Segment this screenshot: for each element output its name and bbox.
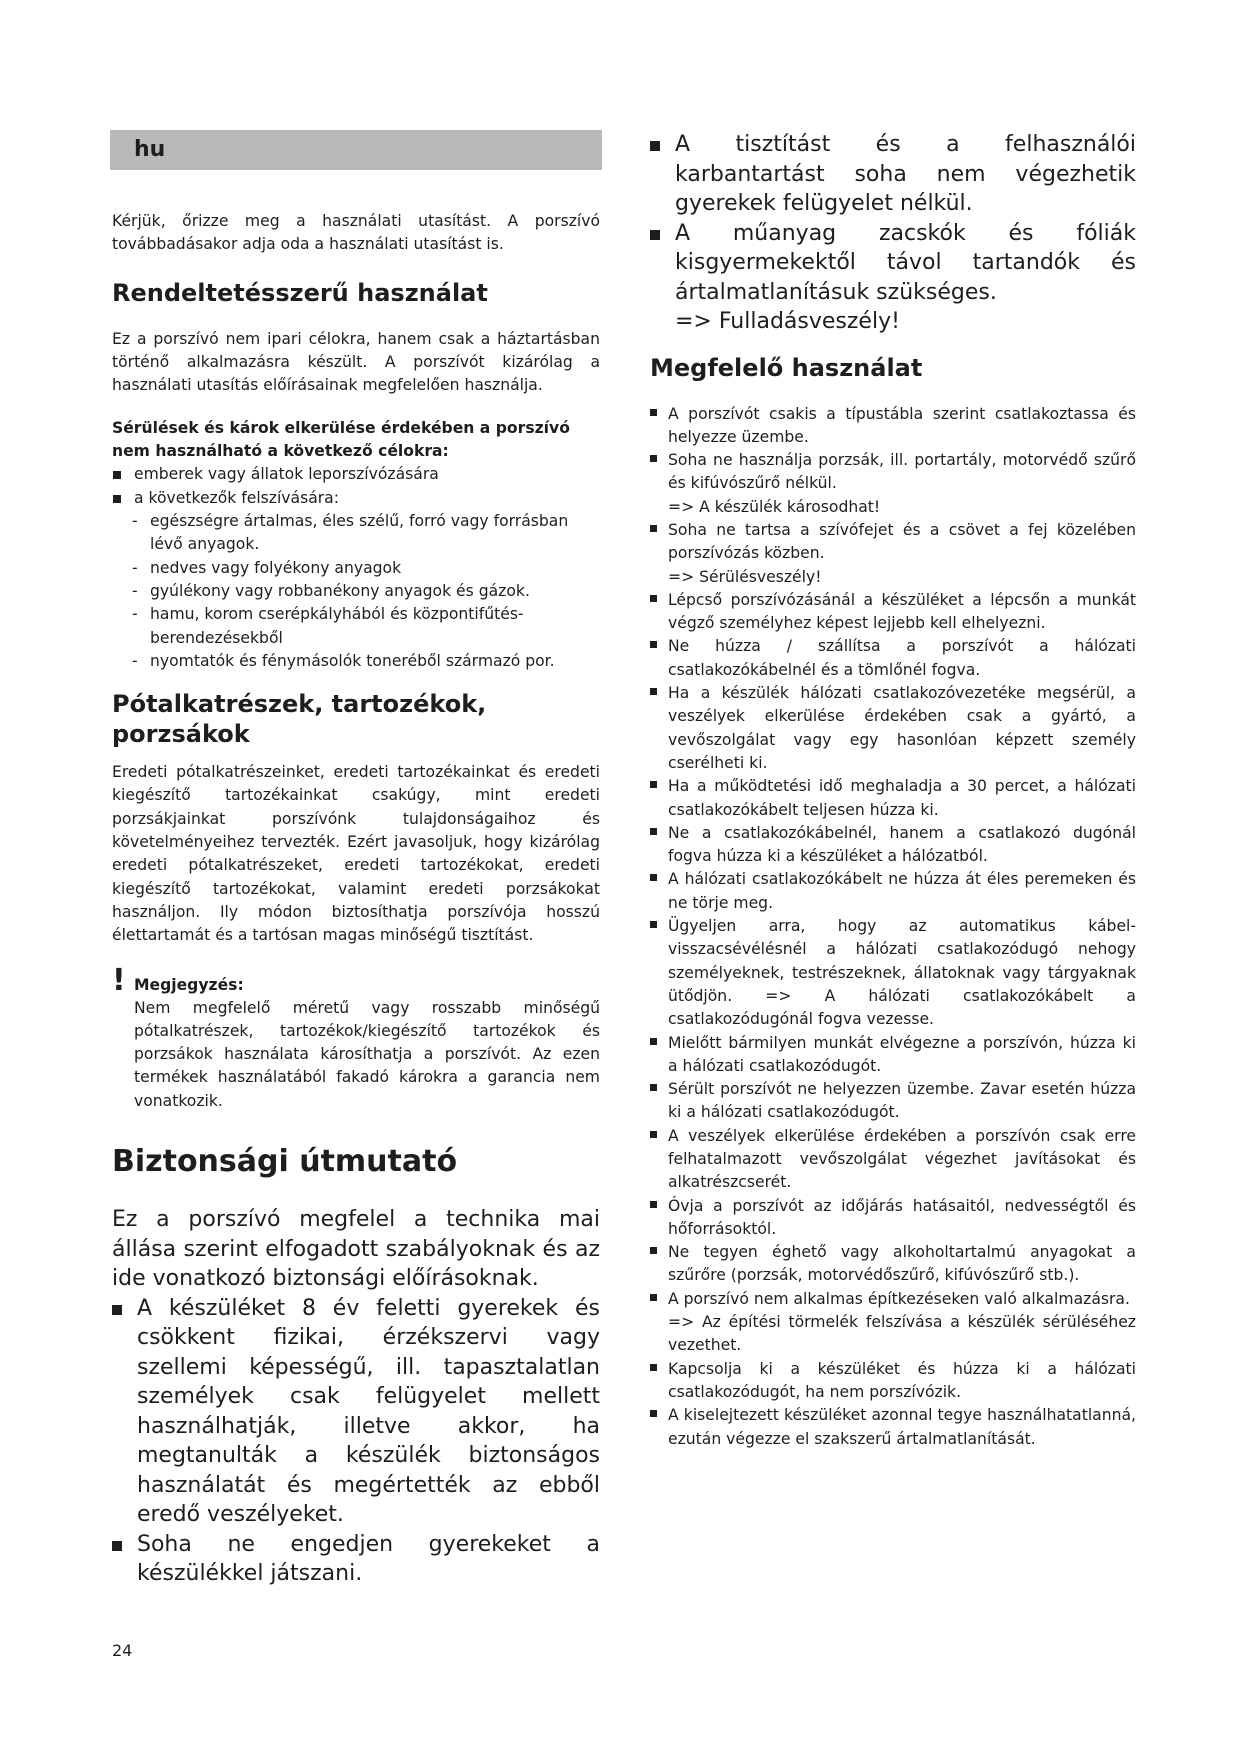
- list-item: Kapcsolja ki a készüléket és húzza ki a hálózati csatlakozódugót, ha nem porszívózik.: [650, 1358, 1136, 1405]
- list-item: Soha ne használja porzsák, ill. portartály, motorvédő szűrő és kifúvószűrő nélkül. => A készülék károsodhat!: [650, 449, 1136, 519]
- warning-text: => Az építési törmelék felszívása a készülék sérüléséhez vezethet.: [668, 1313, 1136, 1355]
- intro-text: Kérjük, őrizze meg a használati utasítást. A porszívó továbbadásakor adja oda a használati utasítást is.: [112, 212, 600, 254]
- list-item: Ha a készülék hálózati csatlakozóvezetéke megsérül, a veszélyek elkerülése érdekében csak a gyártó, a vevőszolgálat vagy egy hasonlóan képzett személy cserélheti ki.: [650, 682, 1136, 775]
- damage-list: [112, 463, 600, 673]
- safety-intro: Ez a porszívó megfelel a technika mai állása szerint elfogadott szabályoknak és az ide vonatkozó biztonsági előírásoknak.: [112, 1207, 600, 1292]
- list-item: Ügyeljen arra, hogy az automatikus kábel-visszacsévélésnél a hálózati csatlakozódugó nehogy személyeknek, testrészeknek, állatoknak vagy tárgyaknak ütődjön. => A hálózati csatlakozókábelt a csatlakozódugónál fogva vezesse.: [650, 915, 1136, 1031]
- list-item: Ne húzza / szállítsa a porszívót a hálózati csatlakozókábelnél és a tömlőnél fogva.: [650, 635, 1136, 682]
- list-item: A készüléket 8 év feletti gyerekek és csökkent fizikai, érzékszervi vagy szellemi képességű, ill. tapasztalatlan személyek csak felügyelet mellett használhatják, illetve akkor, ha megtanulták a készülék biztonságos használatát és megértették az ebből eredő veszélyeket.: [112, 1294, 600, 1530]
- list-item: Ne tegyen éghető vagy alkoholtartalmú anyagokat a szűrőre (porzsák, motorvédőszűrő, kifúvószűrő stb.).: [650, 1241, 1136, 1288]
- list-item: Ha a működtetési idő meghaladja a 30 percet, a hálózati csatlakozókábelt teljesen húzza ki.: [650, 775, 1136, 822]
- safety-heading: Biztonsági útmutató: [112, 1144, 458, 1180]
- proper-use-list: [650, 403, 1136, 1451]
- list-item: - nedves vagy folyékony anyagok: [112, 557, 600, 580]
- list-item: Soha ne tartsa a szívófejet és a csövet a fej közelében porszívózás közben. => Sérülésveszély!: [650, 519, 1136, 589]
- note-label: Megjegyzés:: [134, 975, 244, 994]
- list-item: Soha ne engedjen gyerekeket a készülékkel játszani.: [112, 1530, 600, 1589]
- list-item: A porszívót csakis a típustábla szerint csatlakoztassa és helyezze üzembe.: [650, 403, 1136, 450]
- list-item: A veszélyek elkerülése érdekében a porszívón csak erre felhatalmazott vevőszolgálat végezhet javításokat és alkatrészcserét.: [650, 1125, 1136, 1195]
- list-item: Lépcső porszívózásánál a készüléket a lépcsőn a munkát végző személyhez képest lejjebb kell elhelyezni.: [650, 589, 1136, 636]
- spare-parts-heading: Pótalkatrészek, tartozékok, porzsákok: [112, 690, 487, 749]
- proper-use-heading: Megfelelő használat: [650, 353, 923, 382]
- list-item: - hamu, korom cserépkályhából és központifűtés-berendezésekből: [112, 603, 600, 650]
- language-code: hu: [134, 137, 166, 162]
- list-item: Mielőtt bármilyen munkát elvégezne a porszívón, húzza ki a hálózati csatlakozódugót.: [650, 1032, 1136, 1079]
- list-item: - egészségre ártalmas, éles szélű, forró vagy forrásban lévő anyagok.: [112, 510, 600, 557]
- safety-list-right: [650, 130, 1136, 337]
- note-block: [112, 962, 600, 1113]
- list-item: A kiselejtezett készüléket azonnal tegye használhatatlanná, ezután végezze el szakszerű ártalmatlanítását.: [650, 1404, 1136, 1451]
- list-item: Ne a csatlakozókábelnél, hanem a csatlakozó dugónál fogva húzza ki a készüléket a hálózatból.: [650, 822, 1136, 869]
- note-text: Nem megfelelő méretű vagy rosszabb minőségű pótalkatrészek, tartozékok/kiegészítő tartozékok és porzsákok használata károsíthatja a porszívót. Az ezen termékek használatából fakadó károkra a garancia nem vonatkozik.: [134, 998, 600, 1110]
- warning-text: => Fulladásveszély!: [675, 309, 900, 334]
- list-item: Sérült porszívót ne helyezzen üzembe. Zavar esetén húzza ki a hálózati csatlakozódugót.: [650, 1078, 1136, 1125]
- damage-sublist: [112, 510, 600, 673]
- list-item: A műanyag zacskók és fóliák kisgyermekektől távol tartandók és ártalmatlanításuk szükséges. => Fulladásveszély!: [650, 219, 1136, 337]
- safety-list-left: [112, 1294, 600, 1589]
- list-item: A porszívó nem alkalmas építkezéseken való alkalmazásra. => Az építési törmelék felszívása a készülék sérüléséhez vezethet.: [650, 1288, 1136, 1358]
- list-item: Óvja a porszívót az időjárás hatásaitól, nedvességtől és hőforrásoktól.: [650, 1195, 1136, 1242]
- list-item: a következők felszívására: - egészségre ártalmas, éles szélű, forró vagy forrásban lévő anyagok. - nedves vagy folyékony anyagok - gyúlékony vagy robbanékony anyagok és gázok. - hamu, korom cserépkályhából és központifűtés-berendezésekből - nyomtatók és fénymásolók toneréből származó por.: [112, 487, 600, 673]
- list-item: - nyomtatók és fénymásolók toneréből származó por.: [112, 650, 600, 673]
- spare-parts-text: Eredeti pótalkatrészeinket, eredeti tartozékainkat és eredeti kiegészítő tartozékainkat csakúgy, mint eredeti porzsákjainkat porszívónk tulajdonságaihoz és követelményeihez tervezték. Ezért javasoljuk, hogy kizárólag eredeti pótalkatrészeket, eredeti tartozékokat, eredeti kiegészítő tartozékokat, valamint eredeti porzsákokat használjon. Ily módon biztosíthatja porszívója hosszú élettartamát és a tartósan magas minőségű tisztítást.: [112, 763, 600, 945]
- list-item: - gyúlékony vagy robbanékony anyagok és gázok.: [112, 580, 600, 603]
- warning-text: => Sérülésveszély!: [668, 567, 822, 586]
- exclamation-icon: !: [112, 962, 126, 998]
- damage-heading: Sérülések és károk elkerülése érdekében a porszívó nem használható a következő célokra:: [112, 419, 570, 461]
- intended-use-heading: Rendeltetésszerű használat: [112, 278, 488, 307]
- intended-use-text: Ez a porszívó nem ipari célokra, hanem csak a háztartásban történő alkalmazásra készült. A porszívót kizárólag a használati utasítás előírásainak megfelelően használja.: [112, 329, 600, 395]
- list-item: emberek vagy állatok leporszívózására: [112, 463, 600, 486]
- list-item: A tisztítást és a felhasználói karbantartást soha nem végezhetik gyerekek felügyelet nélkül.: [650, 130, 1136, 219]
- warning-text: => A készülék károsodhat!: [668, 497, 881, 516]
- right-column: [650, 130, 1136, 1451]
- left-column: [112, 130, 600, 1589]
- list-item: A hálózati csatlakozókábelt ne húzza át éles peremeken és ne törje meg.: [650, 868, 1136, 915]
- page-number: 24: [112, 1641, 133, 1660]
